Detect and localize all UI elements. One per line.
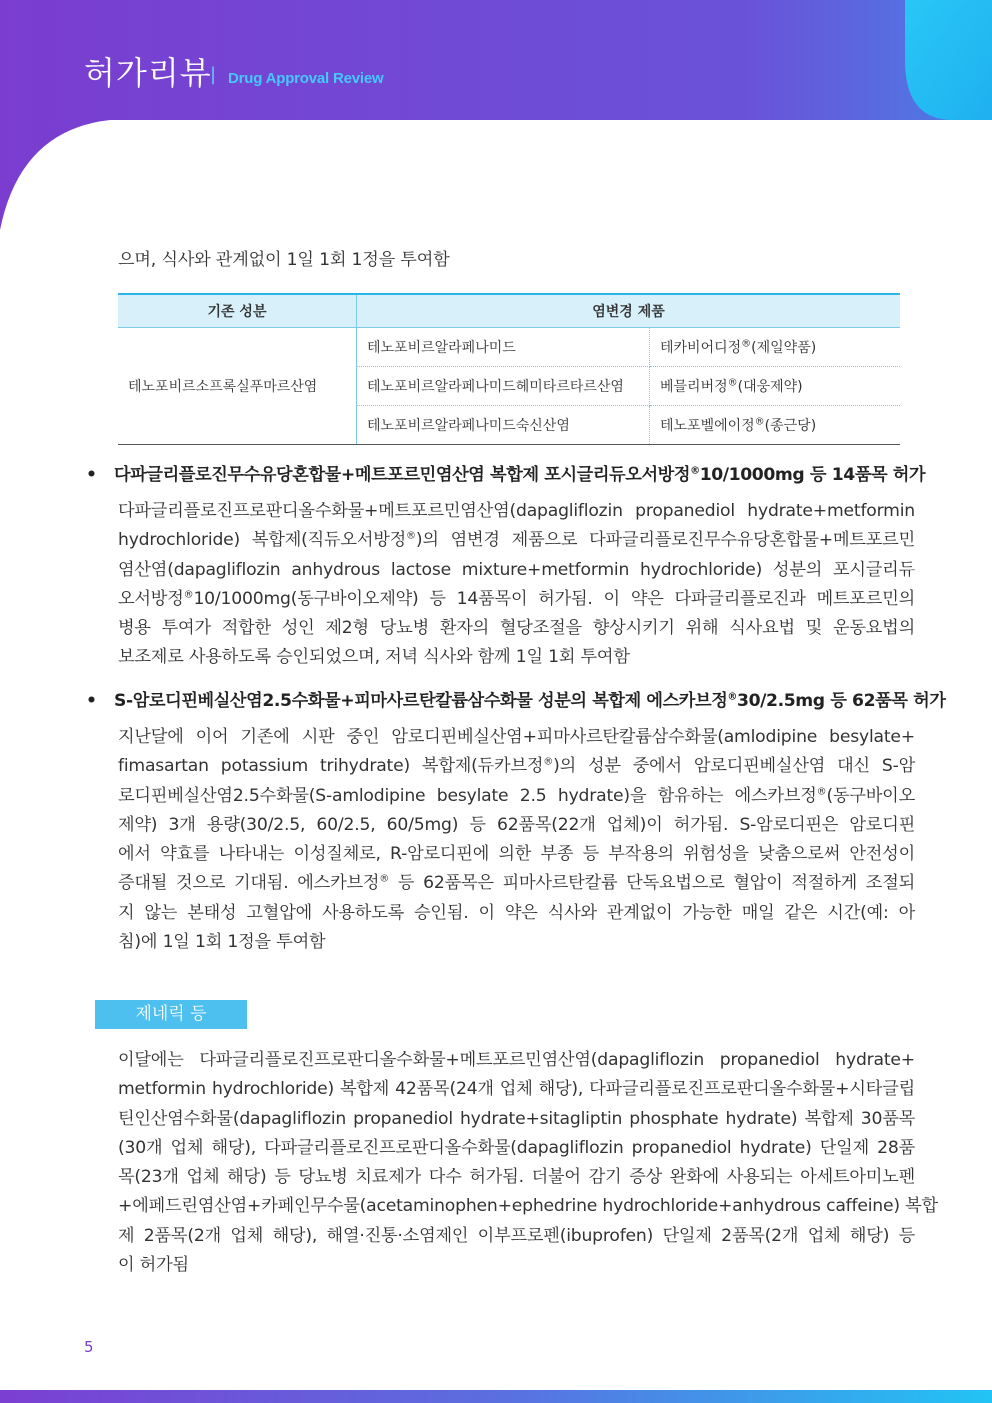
- page-number: 5: [84, 1338, 94, 1356]
- bullet2-body: 지난달에 이어 기존에 시판 중인 암로디핀베실산염+피마사르탄칼륨삼수화물(amlodipine besylate+ fimasartan potassium trihydrate) 복합제(듀카브정®)의 성분 중에서 암로디핀베실산염 대신 S-암 로디핀베실산염2.5수화물(S-amlodipine besylate 2.5 hydrate)을 함유하는 에스카브정®(동구바이오 제약) 3개 용량(30/2.5, 60/2.5, 60/5mg) 등 62품목(22개 업체)이 허가됨. S-암로디핀은 암로디핀 에서 약효를 나타내는 이성질체로, R-암로디핀에 의한 부종 등 부작용의 위험성을 낮춤으로써 안전성이 증대될 것으로 기대됨. 에스카브정® 등 62품목은 피마사르탄칼륨 단독요법으로 혈압이 적절하게 조절되 지 않는 본태성 고혈압에 사용하도록 승인됨. 이 약은 식사와 관계없이 가능한 매일 같은 시간(예: 아 침)에 1일 1회 1정을 투여함: [118, 727, 916, 953]
- bullet1-heading: • 다파글리플로진무수유당혼합물+메트포르민염산염 복합제 포시글리듀오서방정®10/1000mg 등 14품목 허가: [86, 465, 926, 485]
- section-label-generic: 제네릭 등: [95, 1000, 247, 1029]
- table-header-row: [118, 294, 900, 328]
- product-cell: 테카비어디정®(제일약품): [650, 328, 901, 367]
- header-title: 허가리뷰: [84, 54, 212, 92]
- section-body: 이달에는 다파글리플로진프로판디올수화물+메트포르민염산염(dapagliflozin propanediol hydrate+ metformin hydrochloride) 복합제 42품목(24개 업체 해당), 다파글리플로진프로판디올수화물+시타글립 틴인산염수화물(dapagliflozin propanediol hydrate+sitagliptin phosphate hydrate) 복합제 30품목 (30개 업체 해당), 다파글리플로진프로판디올수화물(dapagliflozin propanediol hydrate) 단일제 28품 목(23개 업체 해당) 등 당뇨병 치료제가 다수 허가됨. 더불어 감기 증상 완화에 사용되는 아세트아미노펜 +에페드린염산염+카페인무수물(acetaminophen+ephedrine hydrochloride+anhydrous caffeine) 복합 제 2품목(2개 업체 해당), 해열·진통·소염제인 이부프로펜(ibuprofen) 단일제 2품목(2개 업체 해당) 등 이 허가됨: [118, 1050, 938, 1276]
- bullet1-body: 다파글리플로진프로판디올수화물+메트포르민염산염(dapagliflozin propanediol hydrate+metformin hydrochloride) 복합제(직듀오서방정®)의 염변경 제품으로 다파글리플로진무수유당혼합물+메트포르민 염산염(dapagliflozin anhydrous lactose mixture+metformin hydrochloride) 성분의 포시글리듀 오서방정®10/1000mg(동구바이오제약) 등 14품목이 허가됨. 이 약은 다파글리플로진과 메트포르민의 병용 투여가 적합한 성인 제2형 당뇨병 환자의 혈당조절을 향상시키기 위해 식사요법 및 운동요법의 보조제로 사용하도록 승인되었으며, 저녁 식사와 함께 1일 1회 투여함: [118, 501, 915, 668]
- table-header-base: 기존 성분: [118, 294, 357, 328]
- salt-change-table: [118, 293, 900, 445]
- ingredient-cell: 테노포비르알라페나미드: [357, 328, 650, 367]
- header-separator: |: [210, 64, 217, 85]
- header-background: [0, 0, 992, 230]
- header-subtitle: Drug Approval Review: [228, 70, 384, 87]
- product-cell: 테노포벨에이정®(종근당): [650, 406, 901, 445]
- intro-line: 으며, 식사와 관계없이 1일 1회 1정을 투여함: [118, 250, 450, 270]
- footer-bar: [0, 1390, 992, 1403]
- bullet2-heading: • S-암로디핀베실산염2.5수화물+피마사르탄칼륨삼수화물 성분의 복합제 에스카브정®30/2.5mg 등 62품목 허가: [86, 691, 946, 711]
- intro-text: [118, 246, 915, 275]
- ingredient-cell: 테노포비르알라페나미드숙신산염: [357, 406, 650, 445]
- table-header-product: 염변경 제품: [357, 294, 901, 328]
- bullet-icon: •: [86, 691, 97, 711]
- product-cell: 베믈리버정®(대웅제약): [650, 367, 901, 406]
- bullet-icon: •: [86, 465, 97, 485]
- base-ingredient-cell: 테노포비르소프록실푸마르산염: [118, 328, 357, 445]
- page-header: [0, 0, 992, 230]
- ingredient-cell: 테노포비르알라페나미드헤미타르타르산염: [357, 367, 650, 406]
- table-row: [118, 328, 900, 367]
